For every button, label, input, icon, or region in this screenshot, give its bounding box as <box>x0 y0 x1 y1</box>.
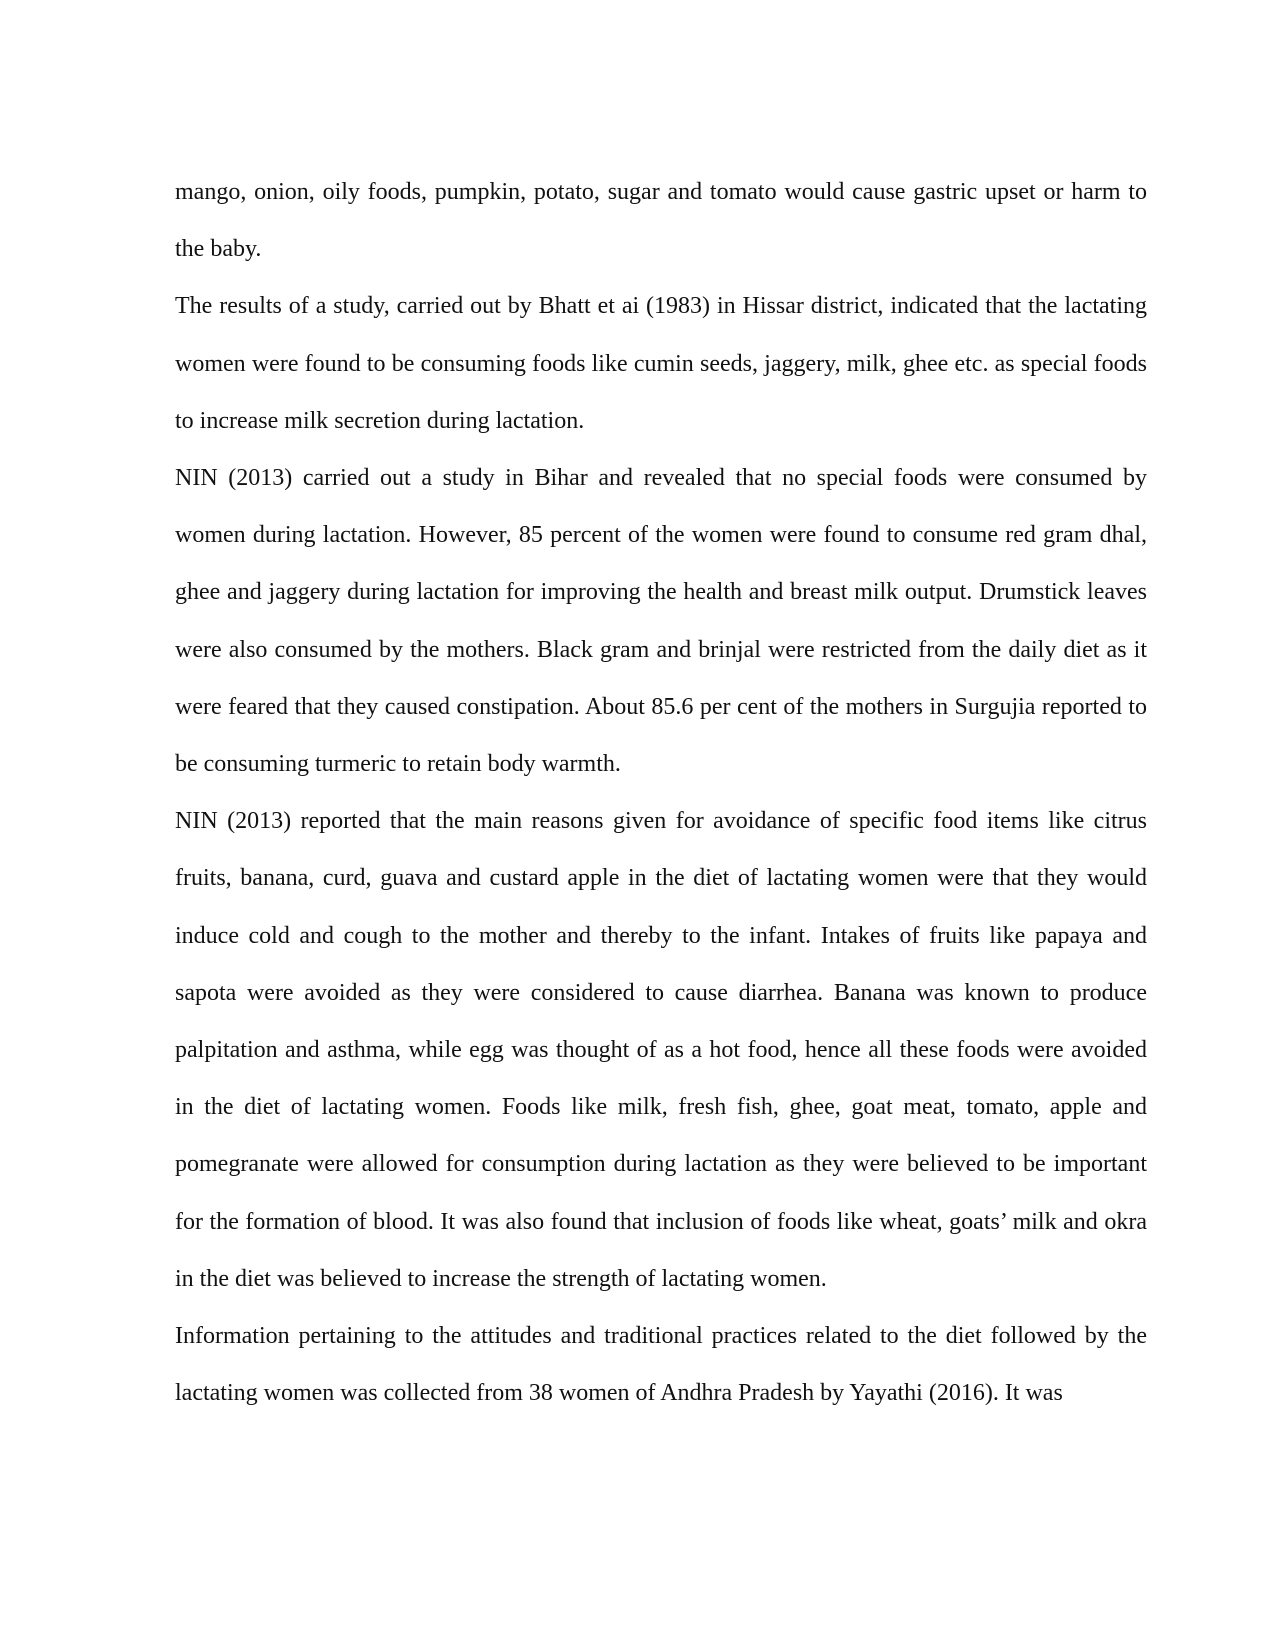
paragraph-bhatt-study: The results of a study, carried out by Bhatt et ai (1983) in Hissar district, indicated that the lactating women were found to be consuming foods like cumin seeds, jaggery, milk, ghee etc. as special foods to increase milk secretion during lactation. <box>175 293 1147 434</box>
paragraph-nin-bihar: NIN (2013) carried out a study in Bihar and revealed that no special foods were consumed by women during lactation. However, 85 percent of the women were found to consume red gram dhal, ghee and jaggery during lactation for improving the health and breast milk output. Drumstick leaves were also consumed by the mothers. Black gram and brinjal were restricted from the daily diet as it were feared that they caused constipation. About 85.6 per cent of the mothers in Surgujia reported to be consuming turmeric to retain body warmth. <box>175 465 1147 778</box>
paragraph-continuation: mango, onion, oily foods, pumpkin, potato, sugar and tomato would cause gastric upset or harm to the baby. <box>175 179 1147 263</box>
paragraph-yayathi-study: Information pertaining to the attitudes and traditional practices related to the diet followed by the lactating women was collected from 38 women of Andhra Pradesh by Yayathi (2016). It was <box>175 1323 1147 1407</box>
paragraph-nin-avoidance: NIN (2013) reported that the main reasons given for avoidance of specific food items like citrus fruits, banana, curd, guava and custard apple in the diet of lactating women were that they would induce cold and cough to the mother and thereby to the infant. Intakes of fruits like papaya and sapota were avoided as they were considered to cause diarrhea. Banana was known to produce palpitation and asthma, while egg was thought of as a hot food, hence all these foods were avoided in the diet of lactating women. Foods like milk, fresh fish, ghee, goat meat, tomato, apple and pomegranate were allowed for consumption during lactation as they were believed to be important for the formation of blood. It was also found that inclusion of foods like wheat, goats’ milk and okra in the diet was believed to increase the strength of lactating women. <box>175 808 1147 1292</box>
body-text <box>175 164 1147 1422</box>
